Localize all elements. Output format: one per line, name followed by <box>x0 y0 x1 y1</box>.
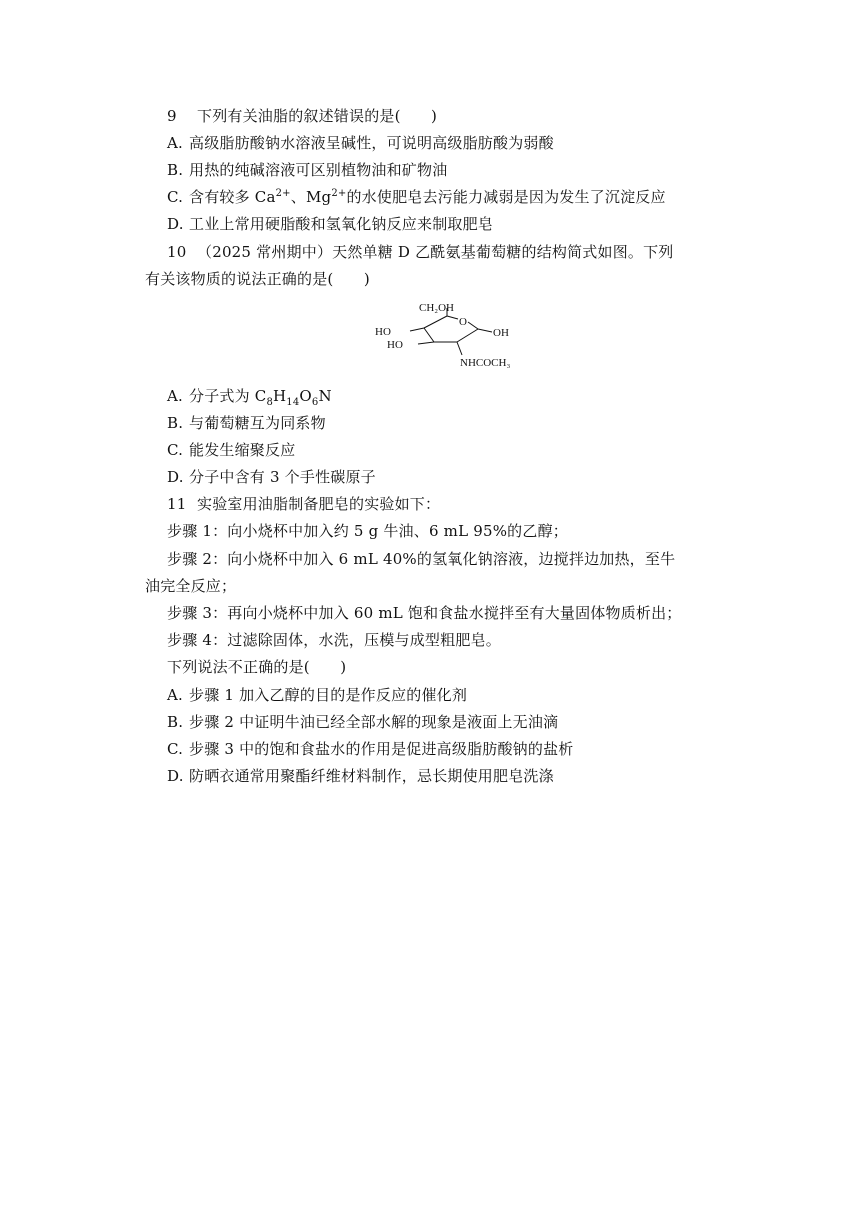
option-text: N <box>318 387 332 405</box>
q11-question: 下列说法不正确的是( ) <box>167 658 347 676</box>
option-label: D. <box>167 767 184 785</box>
q11-stem <box>167 494 440 514</box>
q10-option-c <box>167 440 295 460</box>
option-text: 的水使肥皂去污能力减弱是因为发生了沉淀反应 <box>346 188 666 206</box>
q9-stem-text: 下列有关油脂的叙述错误的是( ) <box>197 107 438 125</box>
q10-option-d <box>167 467 376 487</box>
q11-step1: 步骤 1：向小烧杯中加入约 5 g 牛油、6 mL 95%的乙醇； <box>167 522 568 540</box>
q9-option-a <box>167 133 554 153</box>
option-text: 步骤 1 加入乙醇的目的是作反应的催化剂 <box>189 686 468 704</box>
option-label: B. <box>167 161 184 179</box>
ring-oxygen-label: O <box>459 316 467 328</box>
q10-option-a <box>167 386 332 406</box>
option-label: D. <box>167 215 184 233</box>
q11-step2-line1: 步骤 2：向小烧杯中加入 6 mL 40%的氢氧化钠溶液，边搅拌边加热，至牛 <box>167 550 676 568</box>
option-label: B. <box>167 414 184 432</box>
option-text: 分子中含有 3 个手性碳原子 <box>189 468 376 486</box>
q9-option-b <box>167 160 447 180</box>
option-label: A. <box>167 387 184 405</box>
option-text: 分子式为 C <box>189 387 267 405</box>
q11-step4: 步骤 4：过滤除固体，水洗，压模与成型粗肥皂。 <box>167 631 501 649</box>
q10-stem-line2: 有关该物质的说法正确的是( ) <box>145 270 370 288</box>
ch2oh-label: CH₂OH <box>419 302 455 314</box>
formula-subscript: 8 <box>266 397 274 408</box>
option-label: D. <box>167 468 184 486</box>
option-text: 工业上常用硬脂酸和氢氧化钠反应来制取肥皂 <box>189 215 494 233</box>
ho-label-1: HO <box>375 326 391 338</box>
option-text: 能发生缩聚反应 <box>189 441 296 459</box>
q11-number: 11 <box>167 495 187 513</box>
option-text: 高级脂肪酸钠水溶液呈碱性，可说明高级脂肪酸为弱酸 <box>189 134 554 152</box>
q11-option-c <box>167 739 573 759</box>
q9-option-d <box>167 214 493 234</box>
q11-step3: 步骤 3：再向小烧杯中加入 60 mL 饱和食盐水搅拌至有大量固体物质析出； <box>167 604 682 622</box>
q10-option-b <box>167 413 326 433</box>
glucosamine-structure-diagram <box>372 298 532 376</box>
option-label: C. <box>167 188 184 206</box>
ion-charge: 2+ <box>275 188 291 199</box>
q11-stem-text: 实验室用油脂制备肥皂的实验如下： <box>197 495 441 513</box>
q10-stem-text-1: （2025 常州期中）天然单糖 D 乙酰氨基葡萄糖的结构简式如图。下列 <box>197 243 674 261</box>
nhcoch3-label: NHCOCH₃ <box>460 357 511 369</box>
ring-bonds <box>410 308 492 355</box>
option-text: O <box>299 387 312 405</box>
option-text: H <box>273 387 287 405</box>
q9-number: 9 <box>167 107 177 125</box>
option-text: 步骤 3 中的饱和食盐水的作用是促进高级脂肪酸钠的盐析 <box>189 740 574 758</box>
q10-stem <box>167 242 674 262</box>
q9-stem <box>167 106 437 126</box>
option-text: 含有较多 Ca <box>189 188 276 206</box>
q11-option-b <box>167 712 558 732</box>
formula-subscript: 14 <box>286 397 300 408</box>
q11-option-a <box>167 685 467 705</box>
option-label: C. <box>167 740 184 758</box>
q11-step2-line2: 油完全反应； <box>145 577 237 595</box>
option-text: 用热的纯碱溶液可区别植物油和矿物油 <box>189 161 448 179</box>
q11-option-d <box>167 766 554 786</box>
q9-option-c <box>167 187 666 207</box>
oh-label: OH <box>493 327 509 339</box>
option-label: A. <box>167 134 184 152</box>
option-label: B. <box>167 713 184 731</box>
option-label: A. <box>167 686 184 704</box>
ion-charge: 2+ <box>331 188 347 199</box>
option-text: 防晒衣通常用聚酯纤维材料制作，忌长期使用肥皂洗涤 <box>189 767 554 785</box>
option-text: 与葡萄糖互为同系物 <box>189 414 326 432</box>
ho-label-2: HO <box>387 339 403 351</box>
option-text: 、Mg <box>290 188 332 206</box>
q10-number: 10 <box>167 243 187 261</box>
option-text: 步骤 2 中证明牛油已经全部水解的现象是液面上无油滴 <box>189 713 559 731</box>
formula-subscript: 6 <box>311 397 319 408</box>
option-label: C. <box>167 441 184 459</box>
